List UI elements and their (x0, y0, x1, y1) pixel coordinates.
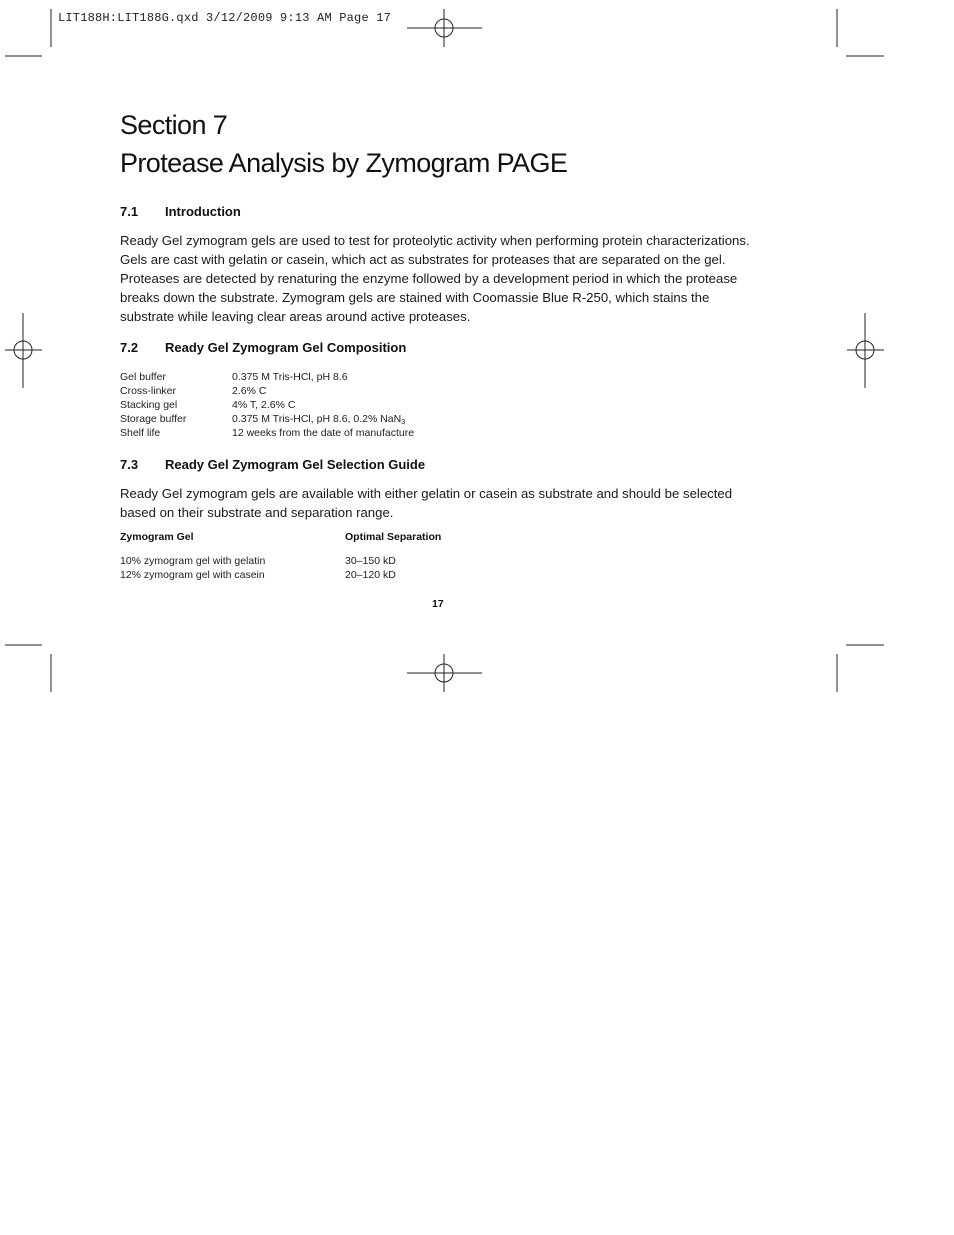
composition-label: Shelf life (120, 427, 161, 439)
composition-row (120, 384, 414, 398)
composition-value: 2.6% C (232, 385, 267, 397)
table-cell: 12% zymogram gel with casein (120, 569, 265, 581)
section-number: 7.2 (120, 340, 139, 355)
paragraph-line: Ready Gel zymogram gels are available with either gelatin or casein as substrate and should be selected (120, 486, 733, 501)
table-row (120, 554, 441, 568)
composition-label: Gel buffer (120, 371, 166, 383)
composition-row (120, 412, 414, 426)
composition-label: Stacking gel (120, 399, 178, 411)
composition-value: 12 weeks from the date of manufacture (232, 427, 415, 439)
section-title: Ready Gel Zymogram Gel Composition (165, 340, 407, 355)
title-line-2: Protease Analysis by Zymogram PAGE (120, 148, 568, 178)
composition-value: 0.375 M Tris-HCl, pH 8.6, 0.2% NaN (232, 413, 402, 425)
composition-label: Cross-linker (120, 385, 177, 397)
page-title (120, 106, 567, 182)
paragraph-line: Ready Gel zymogram gels are used to test for proteolytic activity when performing protein characterizations. (120, 233, 750, 248)
composition-value: 4% T, 2.6% C (232, 399, 296, 411)
intro-paragraph (120, 231, 800, 326)
composition-value: 0.375 M Tris-HCl, pH 8.6 (232, 371, 348, 383)
section-title: Ready Gel Zymogram Gel Selection Guide (165, 457, 426, 472)
column-header: Optimal Separation (345, 531, 442, 543)
table-cell: 30–150 kD (345, 555, 396, 567)
composition-row (120, 398, 414, 412)
paragraph-line: substrate while leaving clear areas around active proteases. (120, 309, 471, 324)
section-heading-composition (120, 340, 406, 355)
slug-line: LIT188H:LIT188G.qxd 3/12/2009 9:13 AM Page 17 (58, 11, 392, 25)
section-heading-introduction (120, 204, 241, 219)
paragraph-line: Proteases are detected by renaturing the enzyme followed by a development period in which the protease (120, 271, 738, 286)
composition-row (120, 370, 414, 384)
table-header-row (120, 530, 441, 544)
paragraph-line: based on their substrate and separation range. (120, 505, 394, 520)
section-number: 7.1 (120, 204, 139, 219)
composition-label: Storage buffer (120, 413, 187, 425)
paragraph-line: Gels are cast with gelatin or casein, which act as substrates for proteases that are separated on the gel. (120, 252, 726, 267)
section-heading-selection-guide (120, 457, 425, 472)
table-cell: 20–120 kD (345, 569, 396, 581)
page-number: 17 (432, 598, 444, 610)
selection-guide-table (120, 530, 441, 582)
selection-paragraph (120, 484, 800, 522)
table-row (120, 568, 441, 582)
composition-row (120, 426, 414, 440)
table-cell: 10% zymogram gel with gelatin (120, 555, 266, 567)
section-title: Introduction (165, 204, 241, 219)
paragraph-line: breaks down the substrate. Zymogram gels are stained with Coomassie Blue R-250, which stains the (120, 290, 710, 305)
column-header: Zymogram Gel (120, 531, 194, 543)
section-number: 7.3 (120, 457, 139, 472)
composition-subscript: 3 (401, 419, 406, 426)
title-line-1: Section 7 (120, 110, 228, 140)
composition-list (120, 370, 414, 440)
